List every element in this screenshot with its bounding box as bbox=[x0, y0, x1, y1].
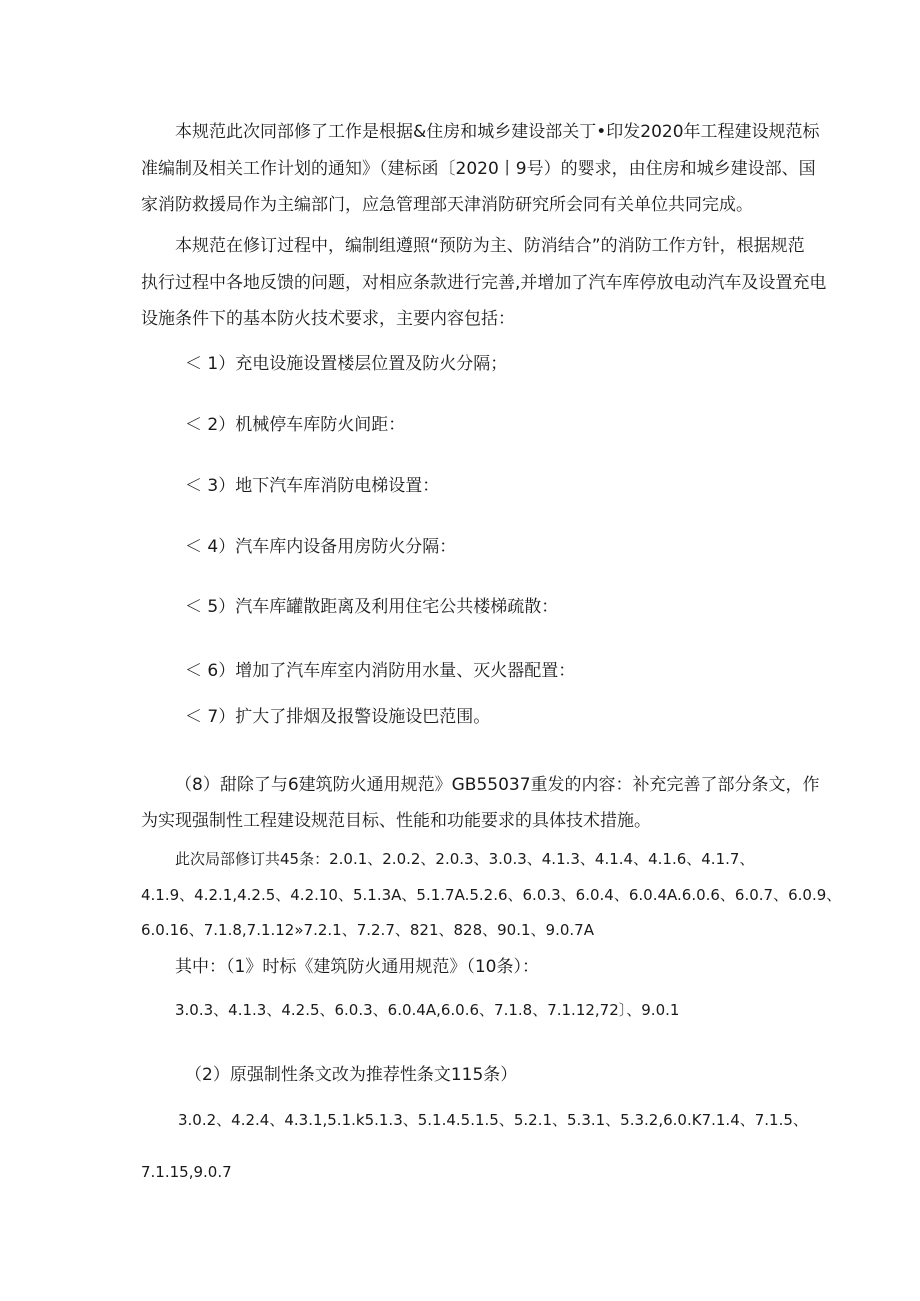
list-item: ＜ 2）机械停车库防火间距： bbox=[185, 415, 406, 435]
paragraph-1-line-3: 家消防救援局作为主编部门，应急管理部天津消防研究所会同有关单位共同完成。 bbox=[141, 195, 753, 215]
list-item: ＜ 6）增加了汽车库室内消防用水量、灭火器配置： bbox=[185, 661, 576, 681]
changed-heading: （2）原强制性条文改为推荐性条文115条） bbox=[185, 1065, 518, 1085]
among-heading: 其中：（1》时标《建筑防火通用规范》（10条）： bbox=[175, 957, 539, 977]
paragraph-1-line-1: 本规范此次同部修了工作是根据&住房和城乡建设部关丁•印发2020年工程建设规范标 bbox=[175, 122, 820, 142]
paragraph-1-line-2: 准编制及相关工作计划的通知》（建标函〔2020丨9号）的婴求，由住房和城乡建设部、国 bbox=[141, 159, 816, 179]
revision-line-1: 此次局部修订共45条：2.0.1、2.0.2、2.0.3、3.0.3、4.1.3、4.1.4、4.1.6、4.1.7、 bbox=[175, 850, 755, 868]
list-item: ＜ 3）地下汽车库消防电梯设置： bbox=[185, 476, 440, 496]
paragraph-8-line-2: 为实现强制性工程建设规范目标、性能和功能要求的具体技术措施。 bbox=[141, 811, 651, 831]
among-list: 3.0.3、4.1.3、4.2.5、6.0.3、6.0.4A,6.0.6、7.1.8、7.1.12,72〕、9.0.1 bbox=[175, 1001, 680, 1019]
changed-list-line-1: 3.0.2、4.2.4、4.3.1,5.1.k5.1.3、5.1.4.5.1.5、5.2.1、5.3.1、5.3.2,6.0.K7.1.4、7.1.5、 bbox=[178, 1111, 808, 1129]
list-item: ＜ 1）充电设施设置楼层位置及防火分隔； bbox=[185, 354, 508, 374]
paragraph-2-line-3: 设施条件下的基本防火技术要求，主要内容包括： bbox=[141, 309, 515, 329]
list-item: ＜ 5）汽车库罐散距离及利用住宅公共楼梯疏散： bbox=[185, 597, 559, 617]
revision-line-3: 6.0.16、7.1.8,7.1.12»7.2.1、7.2.7、821、828、90.1、9.0.7A bbox=[141, 921, 594, 939]
revision-line-2: 4.1.9、4.2.1,4.2.5、4.2.10、5.1.3A、5.1.7A.5.2.6、6.0.3、6.0.4、6.0.4A.6.0.6、6.0.7、6.0.9、 bbox=[141, 886, 842, 904]
changed-list-line-2: 7.1.15,9.0.7 bbox=[141, 1163, 232, 1181]
paragraph-8-line-1: （8）甜除了与6建筑防火通用规范》GB55037重发的内容：补充完善了部分条文，作 bbox=[175, 775, 820, 795]
list-item: ＜ 4）汽车库内设备用房防火分隔： bbox=[185, 537, 457, 557]
list-item: ＜ 7）扩大了排烟及报警设施设巴范围。 bbox=[185, 707, 491, 727]
paragraph-2-line-2: 执行过程中各地反馈的问题，对相应条款进行完善,并增加了汽车库停放电动汽车及设置充电 bbox=[141, 273, 827, 293]
paragraph-2-line-1: 本规范在修订过程中，编制组遵照“预防为主、防消结合”的消防工作方针，根据规范 bbox=[175, 236, 805, 256]
